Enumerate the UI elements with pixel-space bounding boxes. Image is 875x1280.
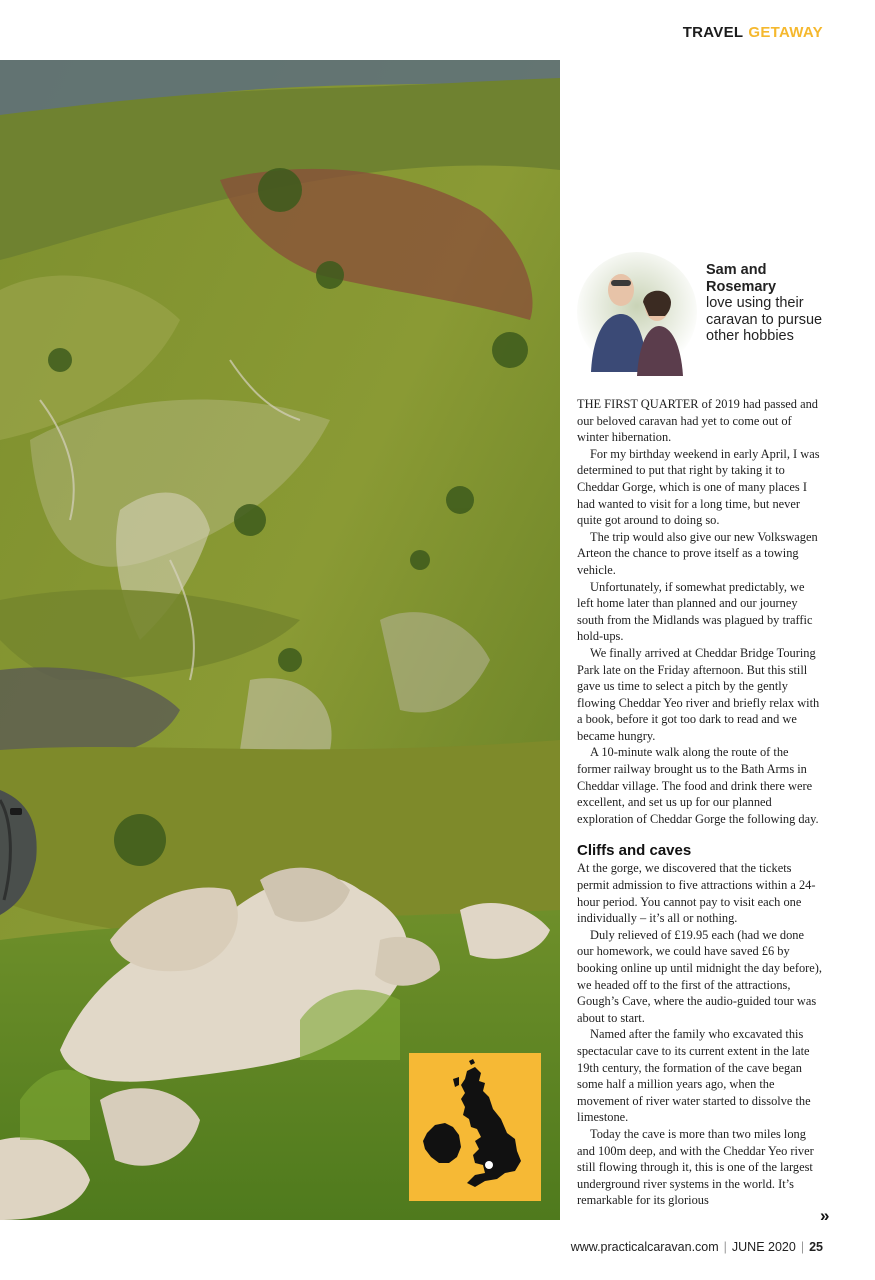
author-caption — [706, 262, 831, 345]
author-box — [573, 252, 833, 382]
page-footer: www.practicalcaravan.com | JUNE 2020 | 25 — [570, 1240, 823, 1254]
page-number: 25 — [809, 1240, 823, 1254]
author-description: love using their caravan to pursue other hobbies — [706, 295, 823, 344]
author-names: Sam and Rosemary — [706, 262, 777, 295]
uk-map-icon — [409, 1053, 541, 1201]
section-label — [683, 24, 823, 41]
footer-issue: JUNE 2020 — [731, 1240, 796, 1254]
article-body — [577, 396, 823, 1209]
section-title: TRAVEL — [682, 24, 744, 41]
intro-lead: THE FIRST QUARTER — [577, 397, 699, 411]
uk-location-map — [409, 1053, 541, 1201]
subheading: Cliffs and caves — [577, 842, 692, 860]
paragraph-4: Unfortunately, if somewhat predictably, we left home later than planned and our journey south from the Midlands was plagued by traffic hold-ups. — [577, 579, 813, 644]
gorge-landscape-image — [0, 60, 560, 1220]
paragraph-6: A 10-minute walk along the route of the former railway brought us to the Bath Arms in Cheddar village. The food and drink there were excellent, and set us up for our planned exploration of Cheddar Gorge the following day. — [577, 745, 819, 826]
paragraph-1-text: of 2019 had passed and our beloved caravan had yet to come out of winter hibernation. — [577, 397, 818, 445]
paragraph-7: At the gorge, we discovered that the tickets permit admission to five attractions within a 24-hour period. You cannot pay to visit each one individually – it’s all or nothing. — [577, 861, 816, 926]
footer-website: www.practicalcaravan.com — [570, 1240, 719, 1254]
paragraph-10: Today the cave is more than two miles long and 100m deep, and with the Cheddar Yeo river still flowing through it, this is one of the largest underground river systems in the world. It’s remarkable for its glorious — [577, 1126, 814, 1208]
paragraph-5: We finally arrived at Cheddar Bridge Touring Park late on the Friday afternoon. But this still gave us time to select a pitch by the gently flowing Cheddar Yeo river and briefly relax with a book, before it got too dark to read and we became hungry. — [577, 645, 820, 743]
paragraph-3: The trip would also give our new Volkswagen Arteon the chance to prove itself as a towing vehicle. — [577, 529, 818, 577]
paragraph-8: Duly relieved of £19.95 each (had we done our homework, we could have saved £6 by booking online up until midnight the day before), we headed off to the first of the attractions, Gough’s Cave, where the audio-guided tour was about to start. — [577, 927, 823, 1025]
continue-arrow: » — [820, 1206, 830, 1225]
paragraph-2: For my birthday weekend in early April, I was determined to put that right by taking it to Cheddar Gorge, which is one of many places I had wanted to visit for a long time, but never quite got around to doing so. — [577, 446, 820, 528]
paragraph-9: Named after the family who excavated this spectacular cave to its current extent in the late 19th century, the formation of the cave began some half a million years ago, when the movement of river water started to dissolve the limestone. — [577, 1027, 811, 1125]
author-portrait — [573, 252, 701, 380]
gorge-photo — [0, 60, 560, 1220]
section-subtitle: GETAWAY — [748, 24, 823, 41]
paragraph-1 — [577, 396, 823, 446]
